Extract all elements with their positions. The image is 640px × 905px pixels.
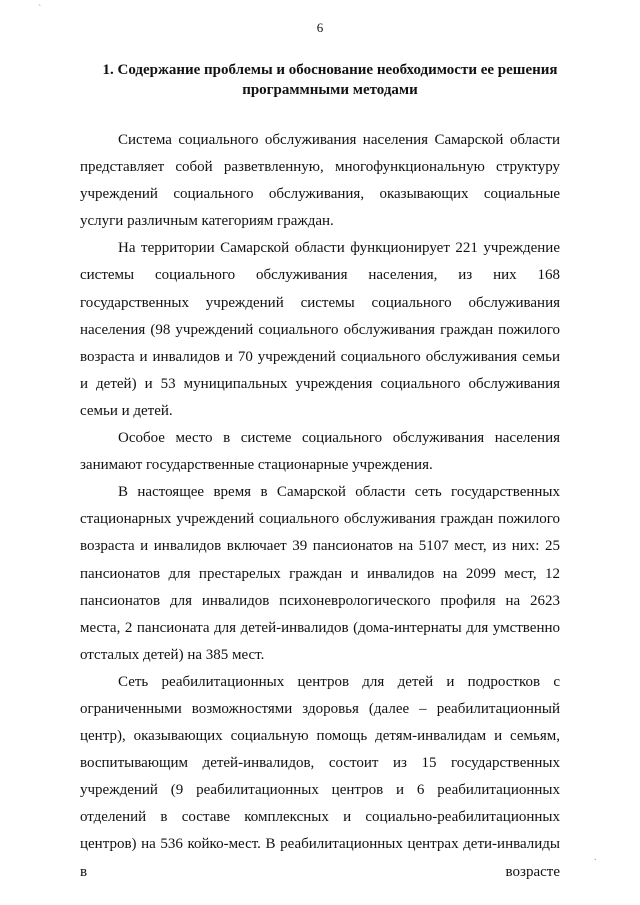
paragraph-3: Особое место в системе социального обслуживания населения занимают государственные стационарные учреждения.	[80, 430, 560, 474]
paragraph-4: В настоящее время в Самарской области сеть государственных стационарных учреждений социального обслуживания граждан пожилого возраста и инвалидов включает 39 пансионатов на 5107 мест, из них: 25 пансионатов для престарелых граждан и инвалидов на 2099 мест, 12 пансионатов для инвалидов психоневрологического профиля на 2623 места, 2 пансионата для детей-инвалидов (дома-интернаты для умственно отсталых детей) на 385 мест.	[80, 484, 560, 663]
section-heading	[80, 60, 580, 100]
paragraph-1: Система социального обслуживания населения Самарской области представляет собой разветвленную, многофункциональную структуру учреждений социального обслуживания, оказывающих социальные услуги различным категориям граждан.	[80, 132, 560, 230]
section-heading-line-2: программными методами	[242, 82, 418, 98]
paragraph-2: На территории Самарской области функционирует 221 учреждение системы социального обслуживания населения, из них 168 государственных учреждений системы социального обслуживания населения (98 учреждений социального обслуживания граждан пожилого возраста и инвалидов и 70 учреждений социального обслуживания семьи и детей) и 53 муниципальных учреждения социального обслуживания семьи и детей.	[80, 240, 560, 419]
section-heading-line-1: 1. Содержание проблемы и обоснование необходимости ее решения	[102, 62, 558, 78]
body-text	[80, 127, 560, 886]
scan-mark: `	[38, 4, 42, 15]
page-number: 6	[316, 20, 324, 35]
paragraph-5: Сеть реабилитационных центров для детей и подростков с ограниченными возможностями здоровья (далее – реабилитационный центр), оказывающих социальную помощь детям-инвалидам и семьям, воспитывающим детей-инвалидов, состоит из 15 государственных учреждений (9 реабилитационных центров и 6 реабилитационных отделений в составе комплексных и социально-реабилитационных центров) на 536 койко-мест. В реабилитационных центрах дети-инвалиды в возрасте	[80, 673, 560, 880]
scan-mark: .	[594, 852, 597, 863]
